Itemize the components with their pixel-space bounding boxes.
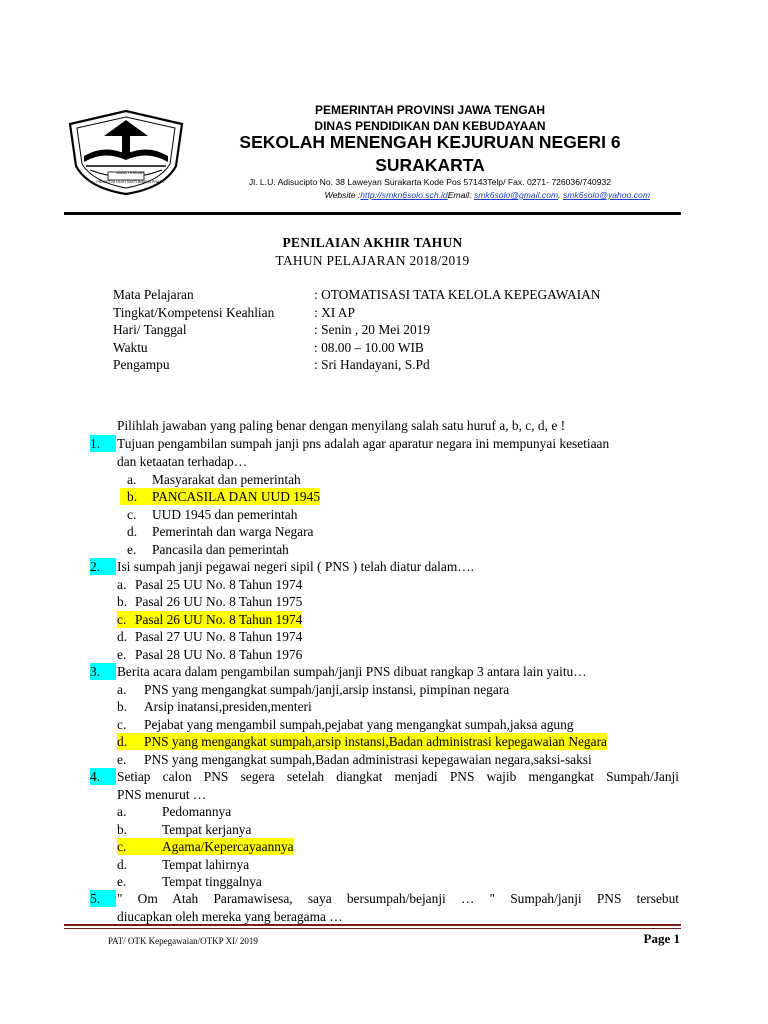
option-text: Pasal 27 UU No. 8 Tahun 1974	[135, 629, 303, 644]
option-text: Pasal 26 UU No. 8 Tahun 1975	[135, 594, 303, 609]
info-label-teacher: Pengampu	[113, 357, 170, 372]
question-text-line: dan ketaatan terhadap…	[117, 454, 248, 469]
logo-text-top: JAWA TENGAH	[115, 170, 145, 175]
email-link-gmail[interactable]: smk6solo@gmail.com	[473, 190, 559, 200]
question-number: 1.	[90, 435, 116, 452]
logo-text-bottom: PRASETYA ULAH SAKTI BHAKTI PRAJA	[96, 180, 164, 184]
question-text-line: Tujuan pengambilan sumpah janji pns adalah agar aparatur negara ini mempunyai kesetiaan	[117, 436, 610, 451]
question-text-line: Isi sumpah janji pegawai negeri sipil ( PNS ) telah diatur dalam….	[117, 559, 475, 574]
option-text: Pasal 28 UU No. 8 Tahun 1976	[135, 647, 303, 662]
option-text-answer: PNS yang mengangkat sumpah,arsip instansi,Badan administrasi kepegawaian Negara	[144, 734, 607, 749]
option-text-answer: PANCASILA DAN UUD 1945	[152, 489, 321, 504]
info-label-time: Waktu	[113, 340, 148, 355]
website-link[interactable]: http://smkn6solo.sch.id	[360, 190, 448, 200]
option-text: Masyarakat dan pemerintah	[152, 472, 301, 487]
option-letter: a.	[117, 804, 127, 819]
option-letter: e.	[117, 874, 127, 889]
option-text: PNS yang mengangkat sumpah,Badan administrasi kepegawaian negara,saksi-saksi	[144, 752, 592, 767]
school-name-line1: SEKOLAH MENENGAH KEJURUAN NEGERI 6	[239, 132, 621, 152]
option-text-answer: Agama/Kepercayaannya	[162, 839, 294, 854]
question-text-line: Berita acara dalam pengambilan sumpah/janji PNS dibuat rangkap 3 antara lain yaitu…	[117, 664, 587, 679]
option-letter: c.	[117, 611, 135, 628]
info-value-teacher: : Sri Handayani, S.Pd	[314, 357, 430, 372]
option-letter: c.	[127, 507, 137, 522]
option-letter: d.	[117, 733, 144, 750]
option-text: Pasal 25 UU No. 8 Tahun 1974	[135, 577, 303, 592]
instruction-text: Pilihlah jawaban yang paling benar dengan menyilang salah satu huruf a, b, c, d, e !	[117, 418, 566, 433]
info-label-date: Hari/ Tanggal	[113, 322, 187, 337]
option-text: Tempat tinggalnya	[162, 874, 262, 889]
department-line: DINAS PENDIDIKAN DAN KEBUDAYAAN	[314, 119, 546, 133]
question-text-line: " Om Atah Paramawisesa, saya bersumpah/bejanji … " Sumpah/janji PNS tersebut	[117, 891, 679, 906]
option-letter: c.	[117, 717, 127, 732]
option-letter: e.	[117, 647, 127, 662]
option-text-answer: Pasal 26 UU No. 8 Tahun 1974	[135, 612, 303, 627]
option-letter: b.	[120, 488, 152, 505]
info-value-date: : Senin , 20 Mei 2019	[314, 322, 431, 337]
option-text: PNS yang mengangkat sumpah/janji,arsip instansi, pimpinan negara	[144, 682, 510, 697]
website-label: Website :	[324, 190, 361, 200]
contact-line	[200, 190, 650, 200]
footer-rule-thick	[64, 924, 681, 926]
option-text: Pedomannya	[162, 804, 232, 819]
info-value-subject: : OTOMATISASI TATA KELOLA KEPEGAWAIAN	[314, 287, 601, 302]
option-letter: a.	[117, 682, 127, 697]
school-name-line2: SURAKARTA	[375, 155, 485, 175]
question-number: 3.	[90, 663, 116, 680]
info-label-subject: Mata Pelajaran	[113, 287, 194, 302]
footer-page-number: Page 1	[643, 931, 680, 946]
question-number: 4.	[90, 768, 116, 785]
option-letter: a.	[117, 577, 127, 592]
option-text: Tempat lahirnya	[162, 857, 250, 872]
school-address: Jl. L.U. Adisucipto No. 38 Laweyan Surakarta Kode Pos 57143Telp/ Fax. 0271- 726036/740932	[248, 177, 612, 187]
info-label-level: Tingkat/Kompetensi Keahlian	[113, 305, 275, 320]
option-text: Pancasila dan pemerintah	[152, 542, 289, 557]
option-text: UUD 1945 dan pemerintah	[152, 507, 298, 522]
question-number: 5.	[90, 890, 116, 907]
question-text-line: PNS menurut …	[117, 787, 207, 802]
question-text-line: diucapkan oleh mereka yang beragama …	[117, 909, 343, 924]
exam-subtitle: TAHUN PELAJARAN 2018/2019	[275, 253, 470, 268]
info-value-time: : 08.00 – 10.00 WIB	[314, 340, 424, 355]
email-label: Email:	[447, 190, 474, 200]
option-text: Pejabat yang mengambil sumpah,pejabat yang mengangkat sumpah,jaksa agung	[144, 717, 574, 732]
exam-title: PENILAIAN AKHIR TAHUN	[282, 235, 463, 250]
option-letter: e.	[127, 542, 137, 557]
email-separator: ,	[558, 190, 563, 200]
email-link-yahoo[interactable]: smk6solo@yahoo.com	[562, 190, 650, 200]
option-letter: b.	[117, 699, 128, 714]
question-text-line: Setiap calon PNS segera setelah diangkat menjadi PNS wajib mengangkat Sumpah/Janji	[117, 769, 679, 784]
option-letter: a.	[127, 472, 137, 487]
option-letter: b.	[117, 594, 128, 609]
option-text: Pemerintah dan warga Negara	[152, 524, 314, 539]
question-number: 2.	[90, 558, 116, 575]
option-letter: d.	[127, 524, 138, 539]
info-value-level: : XI AP	[314, 305, 355, 320]
option-letter: c.	[117, 838, 162, 855]
option-letter: d.	[117, 629, 128, 644]
option-letter: b.	[117, 822, 128, 837]
option-letter: d.	[117, 857, 128, 872]
government-line: PEMERINTAH PROVINSI JAWA TENGAH	[314, 103, 546, 117]
option-letter: e.	[117, 752, 127, 767]
option-text: Tempat kerjanya	[162, 822, 252, 837]
option-text: Arsip inatansi,presiden,menteri	[144, 699, 312, 714]
footer-document-code: PAT/ OTK Kepegawaian/OTKP XI/ 2019	[108, 936, 258, 946]
footer-rule-thin	[64, 928, 681, 929]
letterhead-divider	[64, 212, 681, 215]
